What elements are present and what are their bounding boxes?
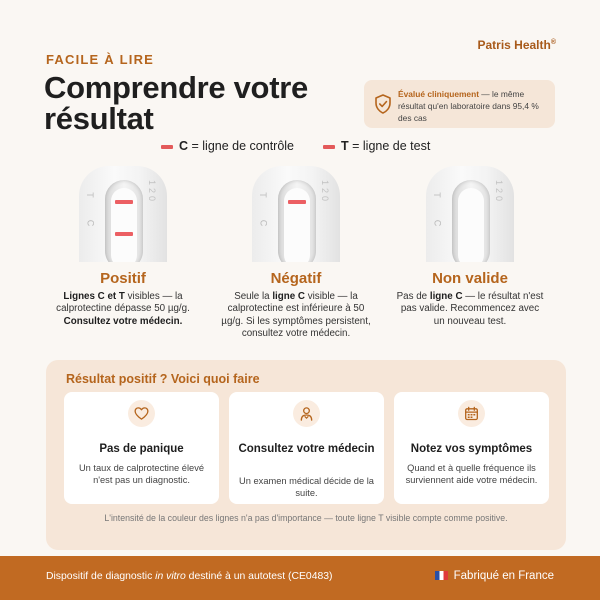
clinical-evaluation-rest: — le même résultat qu'en laboratoire dans 95,4 % des cas [398, 89, 539, 123]
legend-control-key: C [179, 139, 189, 153]
positive-actions-panel [46, 360, 566, 550]
legend-test-swatch [323, 145, 335, 149]
line-legend [0, 139, 600, 155]
footer-made-in-france [435, 570, 554, 582]
action-icon-circle [458, 400, 485, 427]
footer-made-in-text: Fabriqué en France [453, 570, 554, 582]
result-title-positive: Positif [100, 270, 146, 287]
cassette-body [79, 166, 167, 262]
footer-ivd-statement [46, 571, 333, 582]
doctor-icon [299, 406, 314, 421]
legend-control-text: = ligne de contrôle [188, 139, 295, 153]
brand-logo [477, 38, 556, 52]
control-line-c [288, 200, 306, 204]
cassette-window-inner [284, 188, 310, 262]
legend-control [161, 139, 294, 153]
footer-bar [0, 556, 600, 600]
heart-icon [134, 406, 149, 421]
result-desc-negative-part3: visible — la calprotectine est inférieure à 50 µg/g. Si les symptômes persistent, consultez votre médecin. [221, 291, 371, 340]
result-title-negative: Négatif [270, 270, 322, 287]
cassette-side-number: 120 [147, 180, 157, 205]
legend-control-swatch [161, 145, 173, 149]
action-card-desc: Un taux de calprotectine élevé n'est pas un diagnostic. [78, 463, 205, 485]
result-desc-positive-part2: visibles — la calprotectine dépasse 50 µg/g. [56, 291, 190, 315]
calendar-icon [464, 406, 479, 421]
brand-name: Patris Health [477, 38, 551, 52]
france-flag-icon [435, 571, 448, 580]
cassette-letter-t: T [84, 192, 95, 198]
result-desc-positive-part3: Consultez votre médecin. [63, 315, 183, 327]
result-desc-invalid-part2: ligne C [429, 291, 463, 302]
cassette-window [278, 180, 316, 262]
action-card-doctor [229, 392, 384, 504]
result-title-invalid: Non valide [432, 270, 508, 287]
cassette-letter-t: T [257, 192, 268, 198]
cassette-side-number: 120 [320, 180, 330, 205]
action-icon-circle [293, 400, 320, 427]
clinical-evaluation-box [364, 80, 555, 128]
footer-ivd-part3: destiné à un autotest (CE0483) [185, 571, 333, 582]
action-icon-circle [128, 400, 155, 427]
action-card-desc: Quand et à quelle fréquence ils surviennent aide votre médecin. [405, 463, 538, 485]
action-card-symptoms [394, 392, 549, 504]
cassette-body [426, 166, 514, 262]
action-card-desc: Un examen médical décide de la suite. [239, 476, 374, 498]
clinical-evaluation-text [398, 88, 550, 124]
footer-ivd-italic: in vitro [155, 571, 186, 582]
footer-ivd-part1: Dispositif de diagnostic [46, 571, 156, 582]
page-title: Comprendre votre résultat [44, 70, 308, 136]
result-desc-invalid-part1: Pas de [396, 291, 430, 302]
action-card-no-panic [64, 392, 219, 504]
legend-test-text: = ligne de test [348, 139, 431, 153]
result-desc-invalid-part3: — le résultat n'est pas valide. Recommencez avec un nouveau test. [400, 291, 544, 327]
legend-test [323, 139, 430, 153]
clinical-evaluation-strong: Évalué cliniquement [398, 89, 479, 99]
test-cassette-invalid [426, 166, 514, 262]
action-card-title: Consultez votre médecin [238, 443, 375, 455]
cassette-side-number: 120 [494, 180, 504, 205]
cassette-letter-c: C [258, 219, 269, 227]
panel-title: Résultat positif ? Voici quoi faire [66, 372, 260, 386]
cassette-letter-c: C [432, 219, 443, 227]
action-card-title: Notez vos symptômes [410, 443, 533, 455]
cassette-window [105, 180, 143, 262]
cassette-window-inner [458, 188, 484, 262]
result-desc-positive [48, 291, 198, 328]
cassette-letter-t: T [431, 192, 442, 198]
cassette-window [452, 180, 490, 262]
brand-registered-mark: ® [550, 39, 556, 46]
result-desc-positive-part1: Lignes C et T [63, 291, 125, 302]
control-line-c [115, 232, 133, 236]
cassette-body [252, 166, 340, 262]
action-card-title: Pas de panique [99, 443, 184, 455]
cassette-letter-c: C [85, 219, 96, 227]
panel-note: L'intensité de la couleur des lignes n'a pas d'importance — toute ligne T visible compte comme positive. [104, 513, 508, 523]
result-desc-negative-part2: ligne C [272, 291, 305, 302]
cassette-window-inner [111, 188, 137, 262]
result-desc-invalid [395, 291, 545, 328]
shield-check-icon [374, 94, 392, 114]
legend-test-key: T [341, 139, 349, 153]
test-cassette-negative [252, 166, 340, 262]
test-cassette-positive [79, 166, 167, 262]
result-desc-negative-part1: Seule la [234, 291, 273, 302]
test-line-t [115, 200, 133, 204]
result-desc-negative [221, 291, 371, 341]
eyebrow-label: FACILE À LIRE [46, 52, 155, 67]
